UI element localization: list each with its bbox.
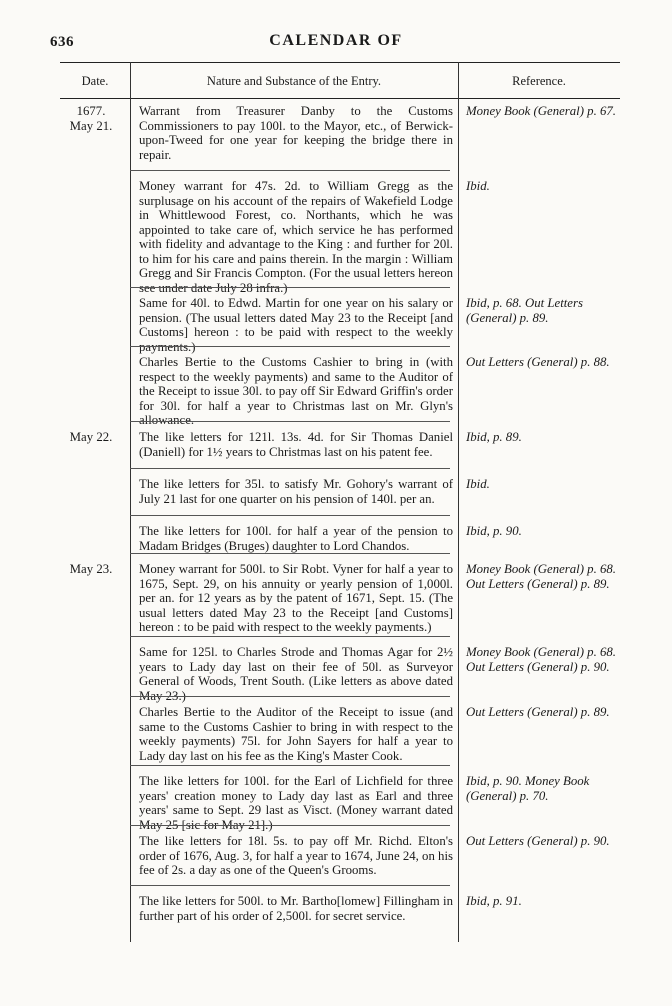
entry-reference: Ibid. (466, 477, 490, 491)
entry-reference: Money Book (General) p. 68. Out Letters (General) p. 90. (466, 645, 616, 674)
entry-reference: Out Letters (General) p. 89. (466, 705, 610, 719)
entry-text: The like letters for 35l. to satisfy Mr. Gohory's warrant of July 21 last for one quarter on his pension of 140l. per an. (139, 477, 453, 506)
entry-separator (130, 636, 450, 637)
column-divider-reference (458, 62, 459, 942)
entry-text: Charles Bertie to the Auditor of the Receipt to issue (and same to the Customs Cashier to bring in with respect to the weekly payments) 75l. for John Sayers for half a year to Lady day last on his fee as the King's Master Cook. (139, 705, 453, 763)
running-head: CALENDAR OF (269, 32, 403, 49)
entry-reference: Ibid, p. 91. (466, 894, 522, 908)
entry-text: The like letters for 100l. for the Earl of Lichfield for three years' creation money to Lady day last as Earl and three years' same to Sept. 29 last as Visct. (Money warrant dated May 25 [sic for May 21].) (139, 774, 453, 832)
entry-text: Charles Bertie to the Customs Cashier to bring in (with respect to the weekly payments) and same to the Auditor of the Receipt to issue 30l. to pay off Sir Edward Griffin's order for 30l. for half a year to Christmas last on Mr. Glyn's allowance. (139, 355, 453, 427)
entry-reference: Money Book (General) p. 68. Out Letters (General) p. 89. (466, 562, 616, 591)
entry-text: Warrant from Treasurer Danby to the Customs Commissioners to pay 100l. to the Mayor, etc., of Berwick-upon-Tweed for one year for keeping the bridge there in repair. (139, 104, 453, 162)
entry-separator (130, 346, 450, 347)
page-number: 636 (50, 34, 74, 50)
entry-date: May 23. (69, 562, 113, 576)
entry-separator (130, 696, 450, 697)
entry-date: 1677. May 21. (69, 104, 113, 133)
entry-text: Money warrant for 47s. 2d. to William Gregg as the surplusage on his account of the repairs of Wakefield Lodge in Whittlewood Forest, co. Northants, which he was appointed to take care of, which service he has performed with fidelity and advantage to the King : and further for 20l. to him for his care and pains therein. In the margin : William Gregg and Sir Francis Compton. (For the usual letters hereon see under date July 28 infra.) (139, 179, 453, 295)
entry-separator (130, 553, 450, 554)
entry-reference: Money Book (General) p. 67. (466, 104, 616, 118)
entry-text: The like letters for 100l. for half a year of the pension to Madam Bridges (Bruges) daughter to Lord Chandos. (139, 524, 453, 553)
header-nature: Nature and Substance of the Entry. (206, 74, 382, 88)
entry-reference: Ibid, p. 90. (466, 524, 522, 538)
column-divider-date (130, 62, 131, 942)
entry-text: Same for 40l. to Edwd. Martin for one year on his salary or pension. (The usual letters dated May 23 to the Receipt [and Customs] hereon : to be paid with respect to the weekly payments.) (139, 296, 453, 354)
entry-reference: Ibid. (466, 179, 490, 193)
entry-separator (130, 765, 450, 766)
entry-separator (130, 825, 450, 826)
entry-reference: Ibid, p. 89. (466, 430, 522, 444)
entry-text: The like letters for 18l. 5s. to pay off Mr. Richd. Elton's order of 1676, Aug. 3, for half a year to 1674, June 24, on his fee of 2s. a day as one of the Queen's Grooms. (139, 834, 453, 877)
entry-separator (130, 421, 450, 422)
header-top-rule (60, 62, 620, 63)
entry-text: Same for 125l. to Charles Strode and Thomas Agar for 2½ years to Lady day last on their fee of 50l. as Surveyor General of Woods, Trent South. (Like letters as above dated May 23.) (139, 645, 453, 703)
entry-reference: Ibid, p. 90. Money Book (General) p. 70. (466, 774, 590, 803)
entry-separator (130, 468, 450, 469)
entry-reference: Ibid, p. 68. Out Letters (General) p. 89. (466, 296, 583, 325)
entry-separator (130, 515, 450, 516)
entry-text: Money warrant for 500l. to Sir Robt. Vyner for half a year to 1675, Sept. 29, on his annuity or yearly pension of 1,000l. per an. for 12 years as by the patent of 1671, Sept. 15. (The usual letters dated May 23 to the Receipt [and Customs] hereon : to be paid with respect to the weekly payments.) (139, 562, 453, 634)
entry-reference: Out Letters (General) p. 90. (466, 834, 610, 848)
header-date: Date. (81, 74, 109, 88)
entry-separator (130, 287, 450, 288)
entry-separator (130, 170, 450, 171)
entry-date: May 22. (69, 430, 113, 444)
entry-text: The like letters for 500l. to Mr. Bartho[lomew] Fillingham in further part of his order of 2,500l. for secret service. (139, 894, 453, 923)
header-reference: Reference. (512, 74, 566, 88)
entry-reference: Out Letters (General) p. 88. (466, 355, 610, 369)
entry-text: The like letters for 121l. 13s. 4d. for Sir Thomas Daniel (Daniell) for 1½ years to Christmas last on his patent fee. (139, 430, 453, 459)
header-bottom-rule (60, 98, 620, 99)
entry-separator (130, 885, 450, 886)
